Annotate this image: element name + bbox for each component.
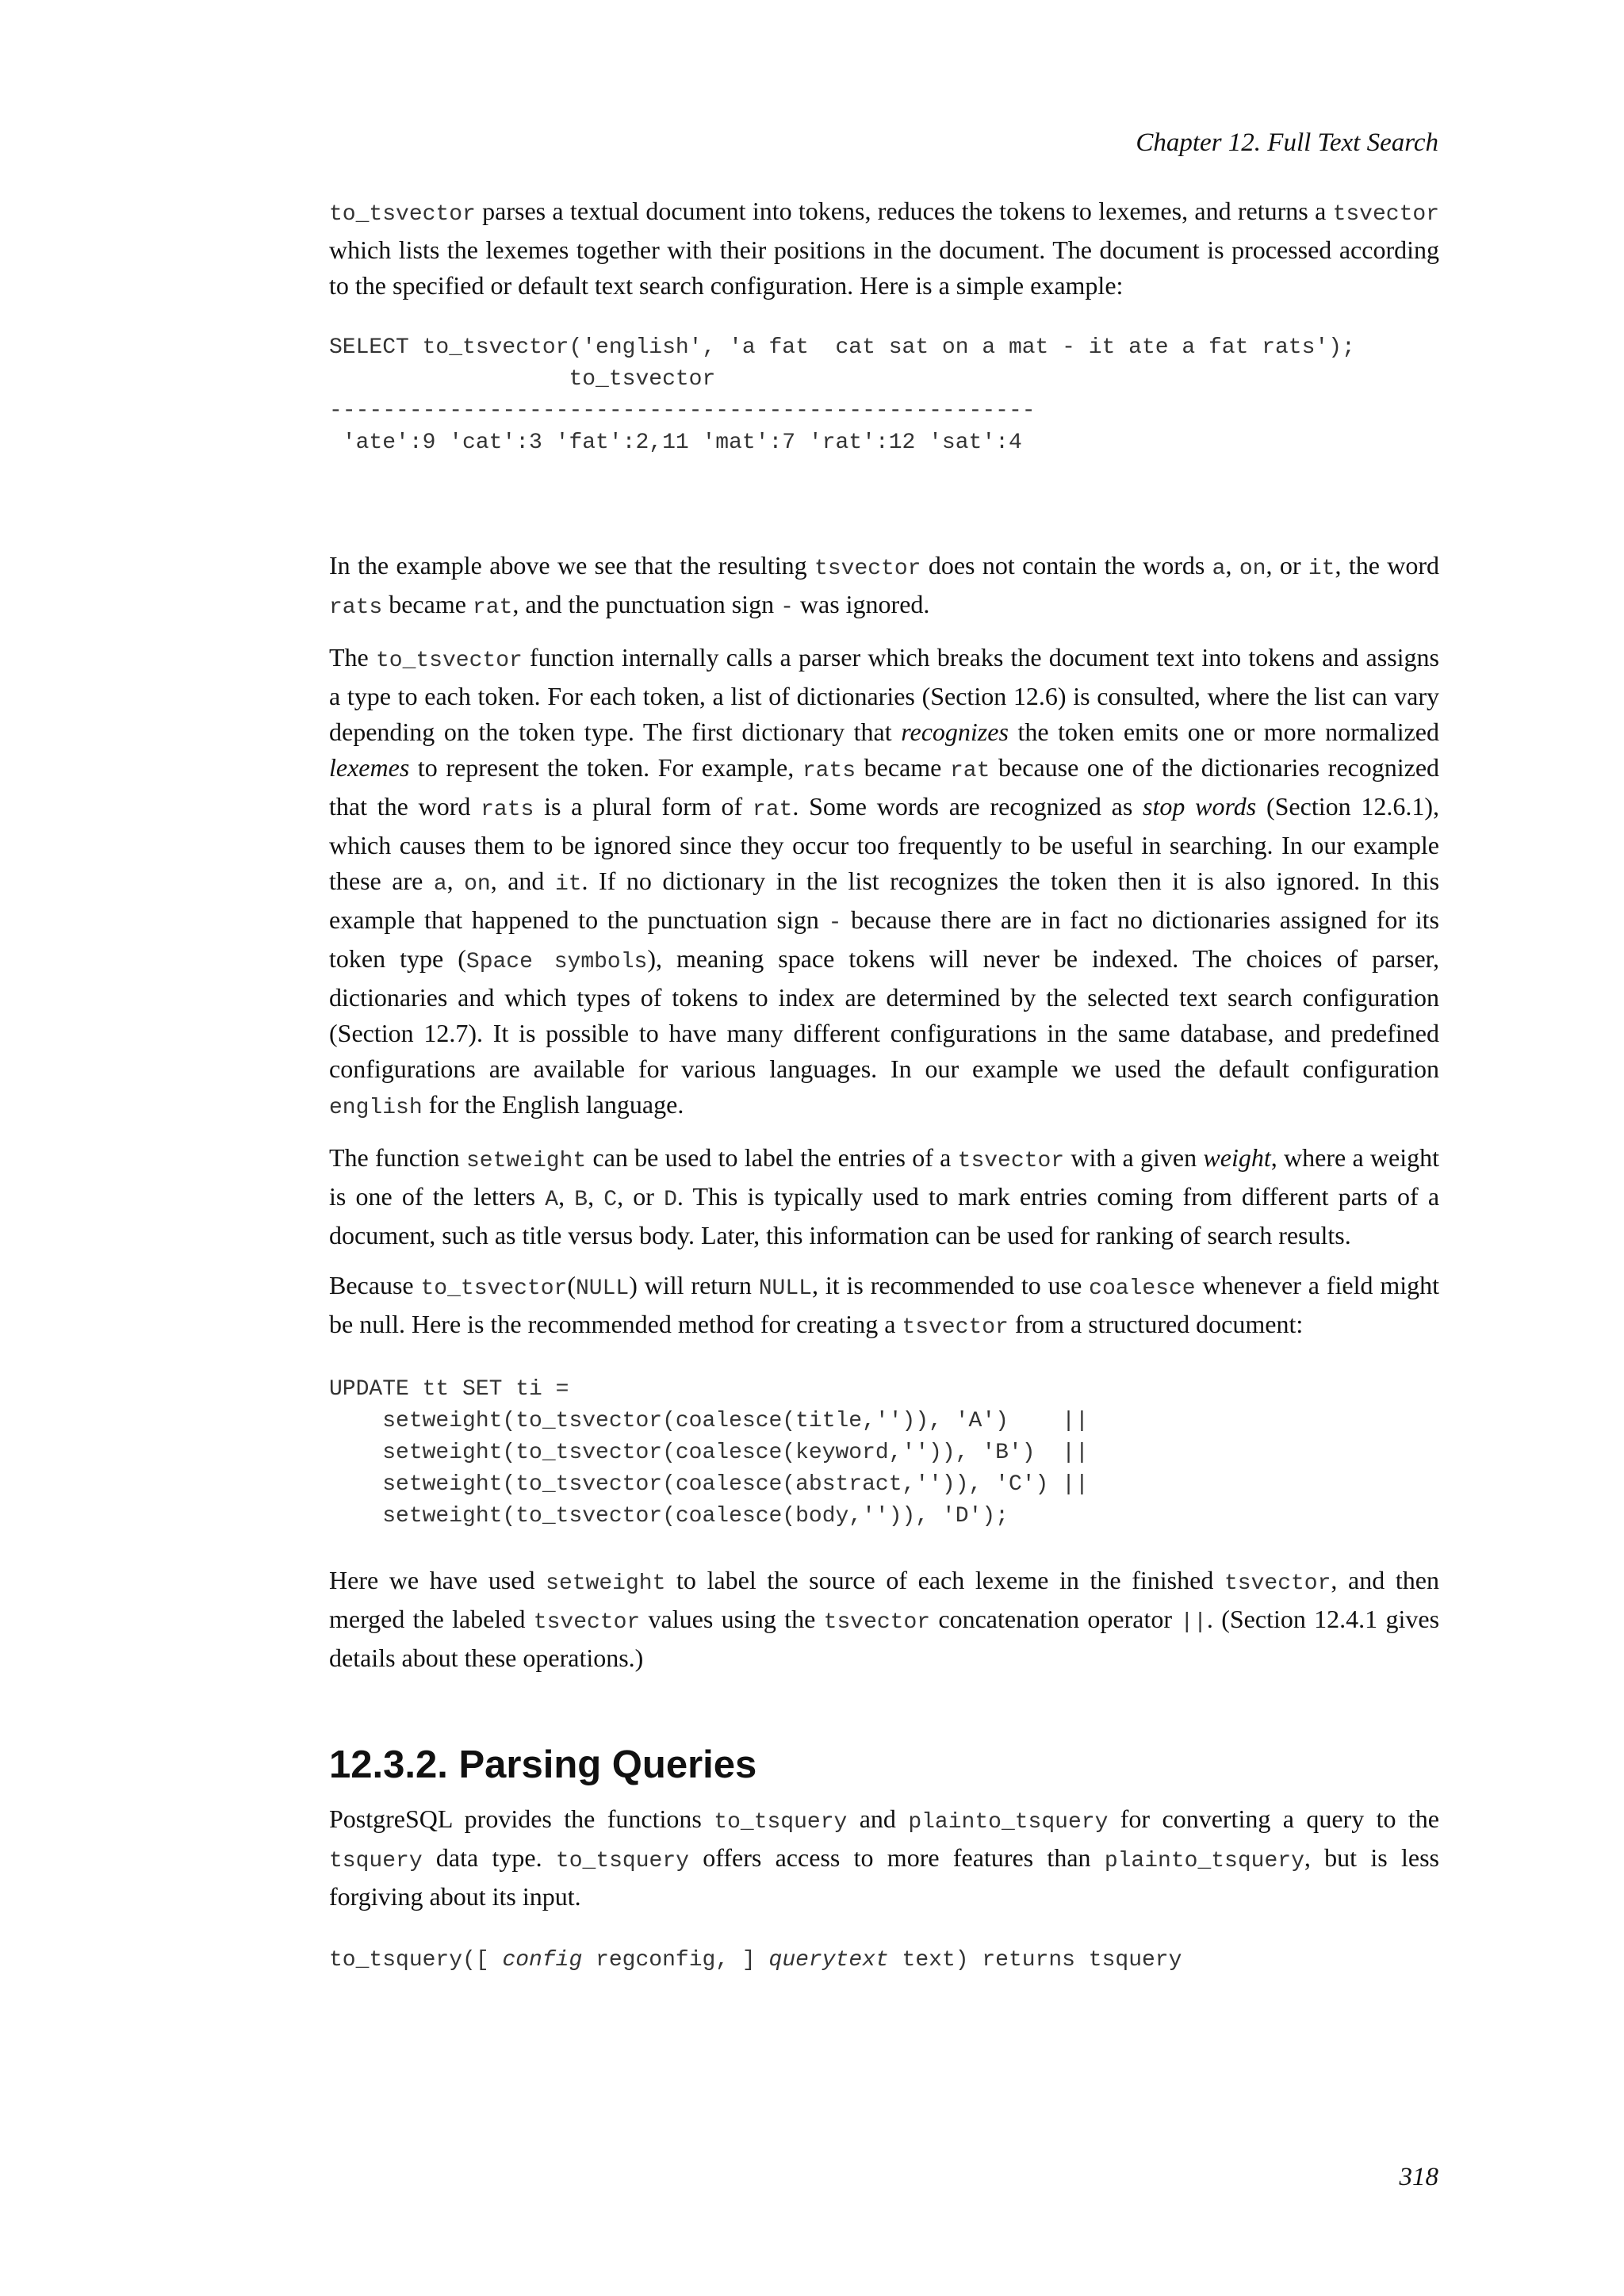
paragraph-example-explanation: In the example above we see that the resulting tsvector does not contain the words a, on, or it, the word rats became rat, and the punctuation sign - was ignored.: [329, 551, 1440, 620]
paragraph-coalesce: Because to_tsvector(NULL) will return NULL, it is recommended to use coalesce whenever a field might be null. Here is the recommended method for creating a tsvector from a structured document:: [329, 1271, 1440, 1340]
running-header: Chapter 12. Full Text Search: [1136, 128, 1438, 157]
page-number: 318: [1399, 2163, 1438, 2191]
paragraph-concatenation: Here we have used setweight to label the source of each lexeme in the finished tsvector, and then merged the labeled tsvector values using the tsvector concatenation operator ||. (Section 12.4.1 gives details about these operations.): [329, 1566, 1440, 1672]
paragraph-to-tsvector-intro: to_tsvector parses a textual document into tokens, reduces the tokens to lexemes, and returns a tsvector which lists the lexemes together with their positions in the document. The document is processed according to the specified or default text search configuration. Here is a simple example:: [329, 197, 1439, 300]
function-synopsis-to-tsquery: to_tsquery([ config regconfig, ] querytext text) returns tsquery: [329, 1948, 1182, 1973]
paragraph-setweight: The function setweight can be used to label the entries of a tsvector with a given weight, where a weight is one of the letters A, B, C, or D. This is typically used to mark entries coming from different parts of a document, such as title versus body. Later, this information can be used for ranking of search results.: [329, 1143, 1440, 1249]
code-example-to-tsvector: SELECT to_tsvector('english', 'a fat cat sat on a mat - it ate a fat rats'); to_tsvector ----------------------------------------------------- 'ate':9 'cat':3 'fat':2,11 'mat':7 'rat':12 'sat':4: [329, 335, 1355, 455]
section-heading-parsing-queries: 12.3.2. Parsing Queries: [329, 1743, 757, 1786]
paragraph-parser-dictionaries: The to_tsvector function internally calls a parser which breaks the document text into tokens and assigns a type to each token. For each token, a list of dictionaries (Section 12.6) is consulted, where the list can vary depending on the token type. The first dictionary that recognizes the token emits one or more normalized lexemes to represent the token. For example, rats became rat because one of the dictionaries recognized that the word rats is a plural form of rat. Some words are recognized as stop words (Section 12.6.1), which causes them to be ignored since they occur too frequently to be useful in searching. In our example these are a, on, and it. If no dictionary in the list recognizes the token then it is also ignored. In this example that happened to the punctuation sign - because there are in fact no dictionaries assigned for its token type (Space symbols), meaning space tokens will never be indexed. The choices of parser, dictionaries and which types of tokens to index are determined by the selected text search configuration (Section 12.7). It is possible to have many different configurations in the same database, and predefined configurations are available for various languages. In our example we used the default configuration english for the English language.: [329, 643, 1440, 1120]
paragraph-parsing-queries-intro: PostgreSQL provides the functions to_tsquery and plainto_tsquery for converting a query to the tsquery data type. to_tsquery offers access to more features than plainto_tsquery, but is less forgiving about its input.: [329, 1804, 1440, 1911]
code-example-update-setweight: UPDATE tt SET ti = setweight(to_tsvector(coalesce(title,'')), 'A') || setweight(to_tsvector(coalesce(keyword,'')), 'B') || setweight(to_tsvector(coalesce(abstract,'')), 'C') || setweight(to_tsvector(coalesce(body,'')), 'D');: [329, 1377, 1089, 1529]
page-body: [329, 193, 1439, 1976]
